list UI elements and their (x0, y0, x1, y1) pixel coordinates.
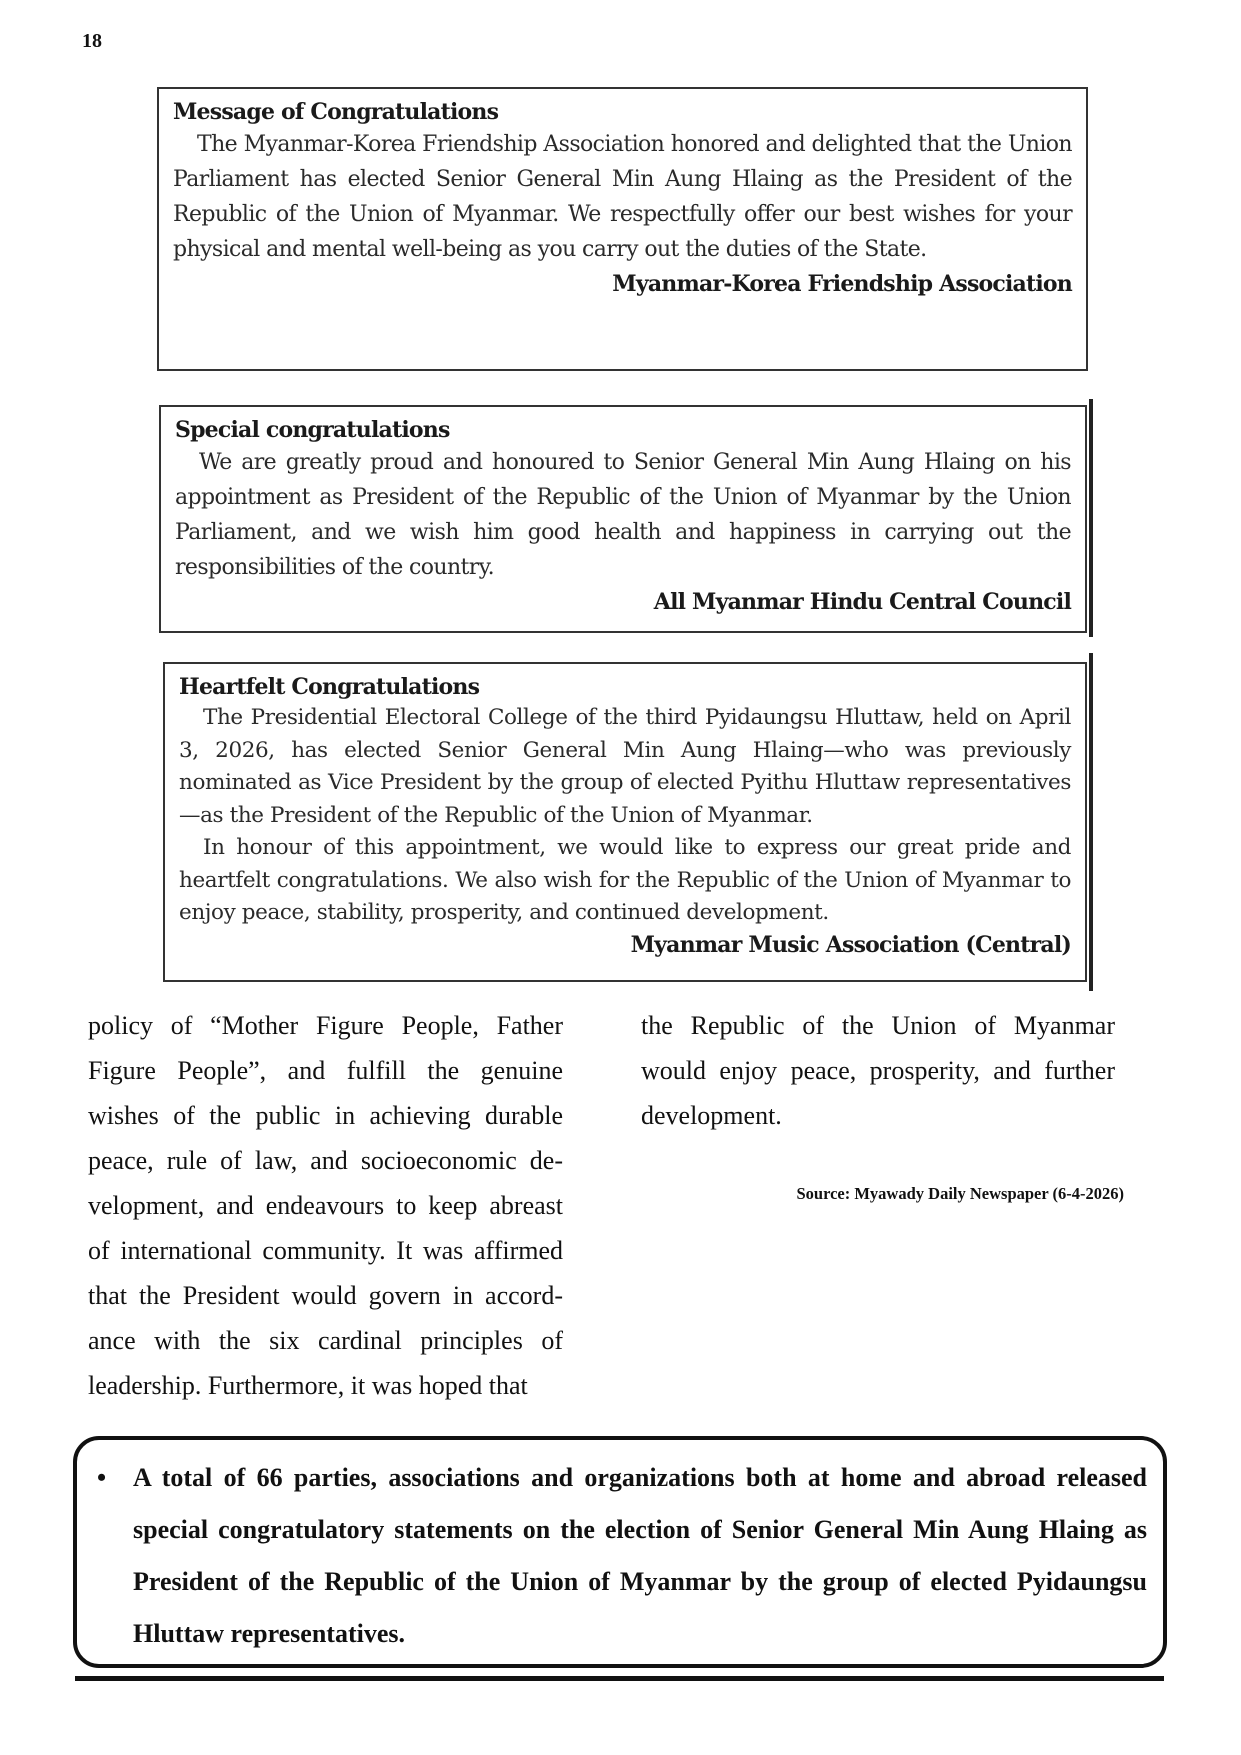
notice-title: Message of Congratulations (173, 99, 499, 125)
notice-paragraph: In honour of this appointment, we would like to express our great pride and heartfelt congratulations. We also wish for the Republic of the Union of Myanmar to enjoy peace, stability, prosperity, and continued development. (179, 835, 1071, 925)
body-paragraph: the Republic of the Union of Myanmar would enjoy peace, prosperity, and further development. (641, 1011, 1115, 1130)
bottom-rule (75, 1676, 1164, 1681)
notice-hindu-council (159, 405, 1087, 633)
notice-title: Heartfelt Congratulations (179, 674, 480, 700)
source-citation: Source: Myawady Daily Newspaper (6-4-2026) (796, 1184, 1124, 1203)
notice-title: Special congratulations (175, 417, 450, 443)
notice-side-bar (1089, 399, 1093, 637)
bullet-icon: • (97, 1463, 107, 1492)
notice-myanmar-korea (157, 87, 1088, 371)
body-column-left (88, 1003, 563, 1408)
notice-signatory: Myanmar Music Association (Central) (630, 931, 1071, 958)
highlight-box (73, 1436, 1167, 1668)
notice-paragraph: The Presidential Electoral College of the third Pyidaungsu Hluttaw, held on April 3, 2026, has elected Senior General Min Aung Hlaing—who was previously nominated as Vice President by the group of elected Pyithu Hluttaw representatives—as the President of the Republic of the Union of Myanmar. (179, 705, 1071, 828)
notice-music-association (163, 662, 1087, 982)
notice-paragraph: The Myanmar-Korea Friendship Association honored and delighted that the Union Parliament has elected Senior General Min Aung Hlaing as the President of the Republic of the Union of Myanmar. We respectfully offer our best wishes for your physical and mental well-being as you carry out the duties of the State. (173, 132, 1072, 262)
notice-side-bar (1089, 653, 1093, 991)
page-number: 18 (82, 30, 102, 52)
body-paragraph: policy of “Mother Figure People, Father Figure People”, and fulfill the genuine wishes of the public in achieving durable peace, rule of law, and socioeconomic de-velopment, and endeavours to keep abreast of international community. It was affirmed that the President would govern in accord-ance with the six cardinal principles of leadership. Furthermore, it was hoped that (88, 1011, 563, 1400)
notice-paragraph: We are greatly proud and honoured to Senior General Min Aung Hlaing on his appointment as President of the Republic of the Union of Myanmar by the Union Parliament, and we wish him good health and happiness in carrying out the responsibilities of the country. (175, 450, 1071, 580)
body-column-right (641, 1003, 1115, 1138)
notice-signatory: All Myanmar Hindu Central Council (653, 589, 1071, 615)
highlight-text: A total of 66 parties, associations and organizations both at home and abroad released special congratulatory statements on the election of Senior General Min Aung Hlaing as President of the Republic of the Union of Myanmar by the group of elected Pyidaungsu Hluttaw representatives. (133, 1463, 1147, 1648)
notice-signatory: Myanmar-Korea Friendship Association (612, 271, 1072, 297)
